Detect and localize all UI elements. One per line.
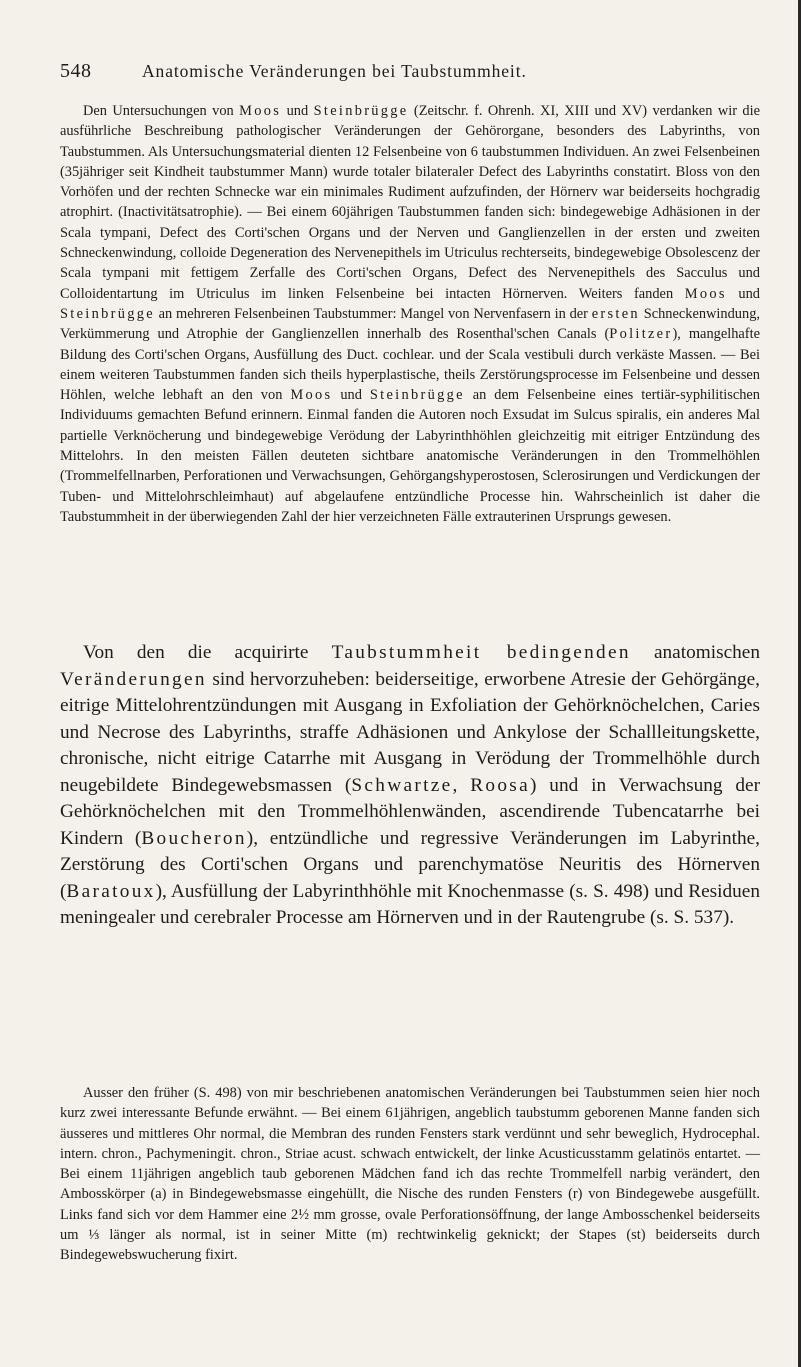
paragraph-moos-steinbruegge xyxy=(60,101,760,527)
text-run: an mehreren Felsenbeinen Taubstummer: Mangel von Nervenfasern in der xyxy=(154,305,592,322)
author-name: Steinbrügge xyxy=(313,103,409,119)
author-name: Roosa xyxy=(470,774,530,796)
paragraph-acquired-deafness xyxy=(60,640,760,932)
emphasized-word: ersten xyxy=(591,305,640,322)
text-run: ), mangelhafte Bildung des Corti'schen Organs, Ausfüllung des Duct. cochlear. und der Scala vestibuli durch verkäste Massen. — Bei einem weiteren Taubstummen fanden sich theils hyperplastische, theils Zerstörungsprocesse im Felsenbeine und dessen Höhlen, welche lebhaft an den von xyxy=(60,326,760,404)
author-name: Steinbrügge xyxy=(60,305,155,322)
text-run: Den Untersuchungen von xyxy=(83,103,240,119)
paragraph-additional-findings xyxy=(60,1083,760,1266)
text-run: Schneckenwindung, Verkümmerung und Atrophie der Ganglienzellen innerhalb des Rosenthal'schen Canals ( xyxy=(60,305,760,343)
text-run: , xyxy=(452,774,471,796)
text-run: anatomischen xyxy=(630,642,760,663)
page-header xyxy=(60,60,760,90)
page-number: 548 xyxy=(60,60,92,82)
text-run: an dem Felsenbeine eines tertiär-syphilitischen Individuums gemachten Befund erinnern. Einmal fanden die Autoren noch Exsudat im Sulcus spiralis, ein anderes Mal partielle Verknöcherung und bindegewebige Verödung der Labyrinthhöhlen gleichzeitig mit eitriger Entzündung des Mittelohrs. In den meisten Fällen deuteten sichtbare anatomische Veränderungen in den Trommelhöhlen (Trommelfellnarben, Perforationen und Verwachsungen, Gehörgangshyperostosen, Sclerosirungen und Verdickungen der Tuben- und Mittelohrschleimhaut) auf abgelaufene entzündliche Processe hin. Wahrscheinlich ist daher die Taubstummheit in der überwiegenden Zahl der hier verzeichneten Fälle extrauterinen Ursprungs gewesen. xyxy=(60,387,761,525)
author-name: Schwartze xyxy=(351,774,453,796)
author-name: Steinbrügge xyxy=(369,387,465,404)
paragraph-3-text: Ausser den früher (S. 498) von mir beschriebenen anatomischen Veränderungen bei Taubstummen seien hier noch kurz zwei interessante Befunde erwähnt. — Bei einem 61jährigen, angeblich taubstumm geborenen Manne fanden sich äusseres und mittleres Ohr normal, die Membran des runden Fensters stark verdünnt und sehr beweglich, Hydrocephal. intern. chron., Pachymeningit. chron., Striae acust. schwach entwickelt, der linke Acusticusstamm gelatinös entartet. — Bei einem 11jährigen angeblich taub geborenen Mädchen fand ich das rechte Trommelfell narbig verändert, den Ambosskörper (a) in Bindegewebsmasse eingehüllt, die Nische des runden Fensters (r) von Bindegewebe ausgefüllt. Links fand sich vor dem Hammer eine 2½ mm grosse, ovale Perforationsöffnung, der lange Ambosschenkel beiderseits um ⅓ länger als normal, ist in seiner Mitte (m) rechtwinkelig geknickt; der Stapes (st) beiderseits durch Bindegewebswucherung fixirt. xyxy=(60,1085,760,1264)
text-run: Von den die acquirirte xyxy=(83,642,332,663)
author-name: Baratoux xyxy=(66,880,156,902)
paragraph-1-text xyxy=(60,101,760,527)
emphasized-word: Veränderungen xyxy=(60,668,207,690)
paragraph-2-text xyxy=(60,640,760,932)
text-run: sind hervorzuheben: beiderseitige, erworbene Atresie der Gehörgänge, eitrige Mittelohrentzündungen mit Ausgang in Exfoliation der Gehörknöchelchen, Caries und Necrose des Labyrinths, straffe Adhäsionen und Ankylose der Schallleitungskette, chronische, nicht eitrige Catarrhe mit Ausgang in Verödung der Trommelhöhle durch neugebildete Bindegewebsmassen ( xyxy=(60,668,760,796)
text-run: ), Ausfüllung der Labyrinthhöhle mit Knochenmasse (s. S. 498) und Residuen meningealer und cerebraler Processe am Hörnerven und in der Rautengrube (s. S. 537). xyxy=(60,880,760,928)
author-name: Moos xyxy=(239,103,282,119)
author-name: Moos xyxy=(290,387,333,404)
text-run: und xyxy=(332,387,370,404)
text-run: ), entzündliche und regressive Veränderungen im Labyrinthe, Zerstörung des Corti'schen Organs und parenchymatöse Neuritis des Hörnerven ( xyxy=(60,827,760,902)
text-run: ) und in Verwachsung der Gehörknöchelchen mit den Trommelhöhlenwänden, ascendirende Tubencatarrhe bei Kindern ( xyxy=(60,774,761,849)
running-head: Anatomische Veränderungen bei Taubstummheit. xyxy=(142,61,527,81)
author-name: Politzer xyxy=(609,326,673,343)
author-name: Boucheron xyxy=(141,827,247,849)
author-name: Moos xyxy=(684,285,727,302)
emphasized-phrase: Taubstummheit bedingenden xyxy=(331,642,631,663)
text-run: und xyxy=(281,103,314,119)
text-run: und xyxy=(726,285,760,302)
text-run: (Zeitschr. f. Ohrenh. XI, XIII und XV) verdanken wir die ausführliche Beschreibung pathologischer Veränderungen der Gehörorgane, besonders des Labyrinths, von Taubstummen. Als Untersuchungsmaterial dienten 12 Felsenbeine von 6 taubstummen Individuen. An zwei Felsenbeinen (35jähriger seit Kindheit taubstummer Mann) wurde totaler bilateraler Defect des Labyrinths constatirt. Bloss von den Vorhöfen und der rechten Schnecke war ein minimales Rudiment aufzufinden, der Hörnerv war beiderseits hochgradig atrophirt. (Inactivitätsatrophie). — Bei einem 60jährigen Taubstummen fanden sich: bindegewebige Adhäsionen in der Scala tympani, Defect des Corti'schen Organs und der Nerven und Ganglienzellen in der ersten und zweiten Schneckenwindung, colloide Degeneration des Nervenepithels im Utriculus rechterseits, bindegewebige Obsolescenz der Scala tympani mit fettigem Zerfalle des Corti'schen Organs, Defect des Nervenepithels des Sacculus und Colloidentartung im Utriculus im linken Felsenbeine bei intacten Hörnerven. Weiters fanden xyxy=(60,103,760,302)
